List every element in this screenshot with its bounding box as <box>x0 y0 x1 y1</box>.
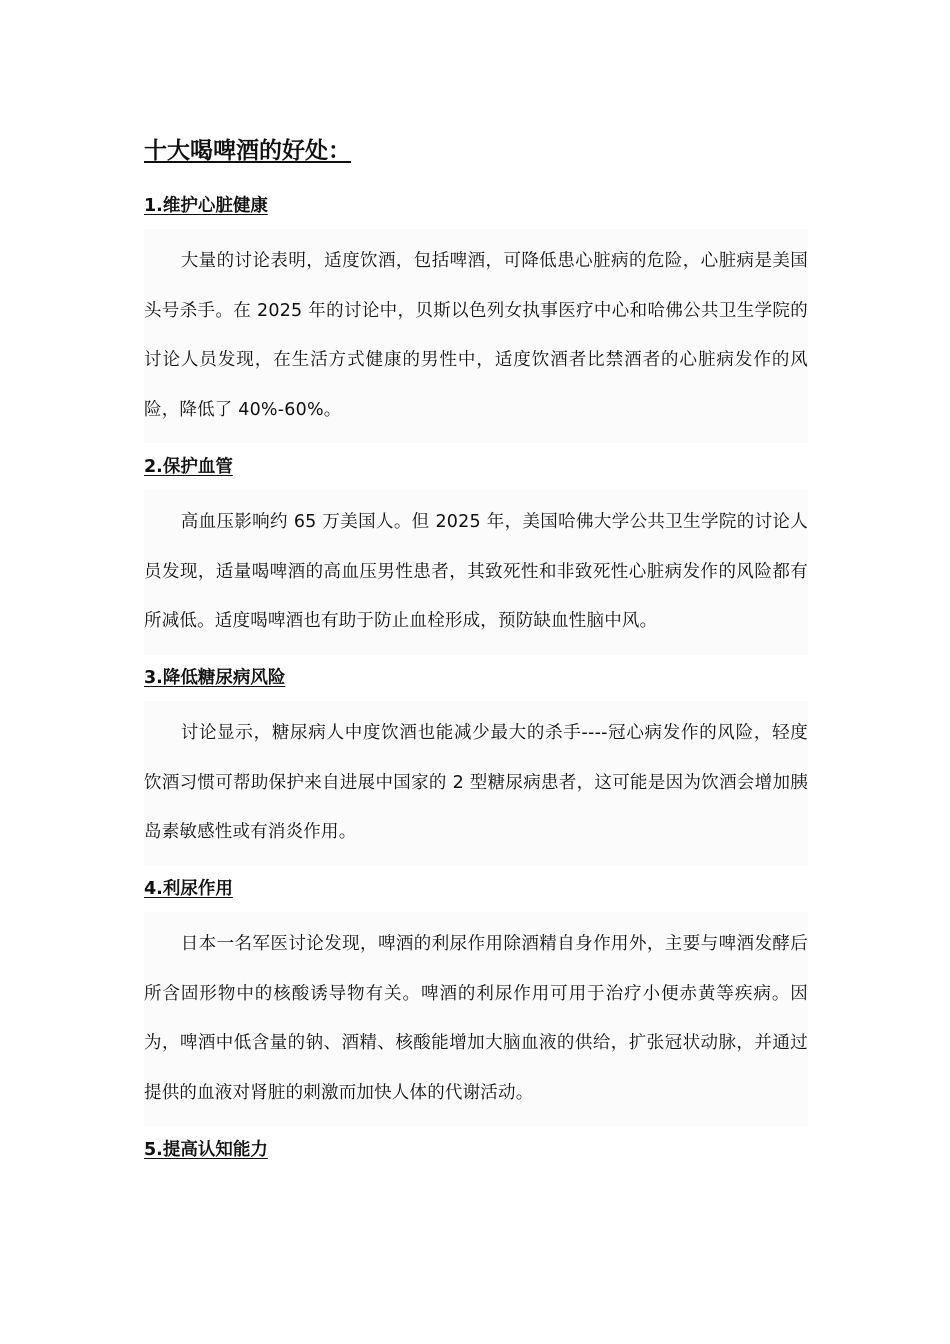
section-heading-1: 1.维护心脏健康 <box>144 196 268 216</box>
section-body-3: 讨论显示，糖尿病人中度饮酒也能减少最大的杀手----冠心病发作的风险，轻度饮酒习惯可帮助保护来自进展中国家的 2 型糖尿病患者，这可能是因为饮酒会增加胰岛素敏感性或有消炎作用。 <box>144 701 808 866</box>
section-body-2: 高血压影响约 65 万美国人。但 2025 年，美国哈佛大学公共卫生学院的讨论人员发现，适量喝啤酒的高血压男性患者，其致死性和非致死性心脏病发作的风险都有所减低。适度喝啤酒也有助于防止血栓形成，预防缺血性脑中风。 <box>144 490 808 655</box>
section-heading-5: 5.提高认知能力 <box>144 1140 268 1160</box>
document-title: 十大喝啤酒的好处： <box>144 138 351 164</box>
section-body-1: 大量的讨论表明，适度饮酒，包括啤酒，可降低患心脏病的危险，心脏病是美国头号杀手。在 2025 年的讨论中，贝斯以色列女执事医疗中心和哈佛公共卫生学院的讨论人员发现，在生活方式健康的男性中，适度饮酒者比禁酒者的心脏病发作的风险，降低了 40%-60%。 <box>144 229 808 443</box>
section-heading-4: 4.利尿作用 <box>144 879 233 899</box>
section-body-4: 日本一名军医讨论发现，啤酒的利尿作用除酒精自身作用外，主要与啤酒发酵后所含固形物中的核酸诱导物有关。啤酒的利尿作用可用于治疗小便赤黄等疾病。因为，啤酒中低含量的钠、酒精、核酸能增加大脑血液的供给，扩张冠状动脉，并通过提供的血液对肾脏的刺激而加快人体的代谢活动。 <box>144 912 808 1126</box>
section-heading-2: 2.保护血管 <box>144 457 233 477</box>
section-heading-3: 3.降低糖尿病风险 <box>144 668 286 688</box>
